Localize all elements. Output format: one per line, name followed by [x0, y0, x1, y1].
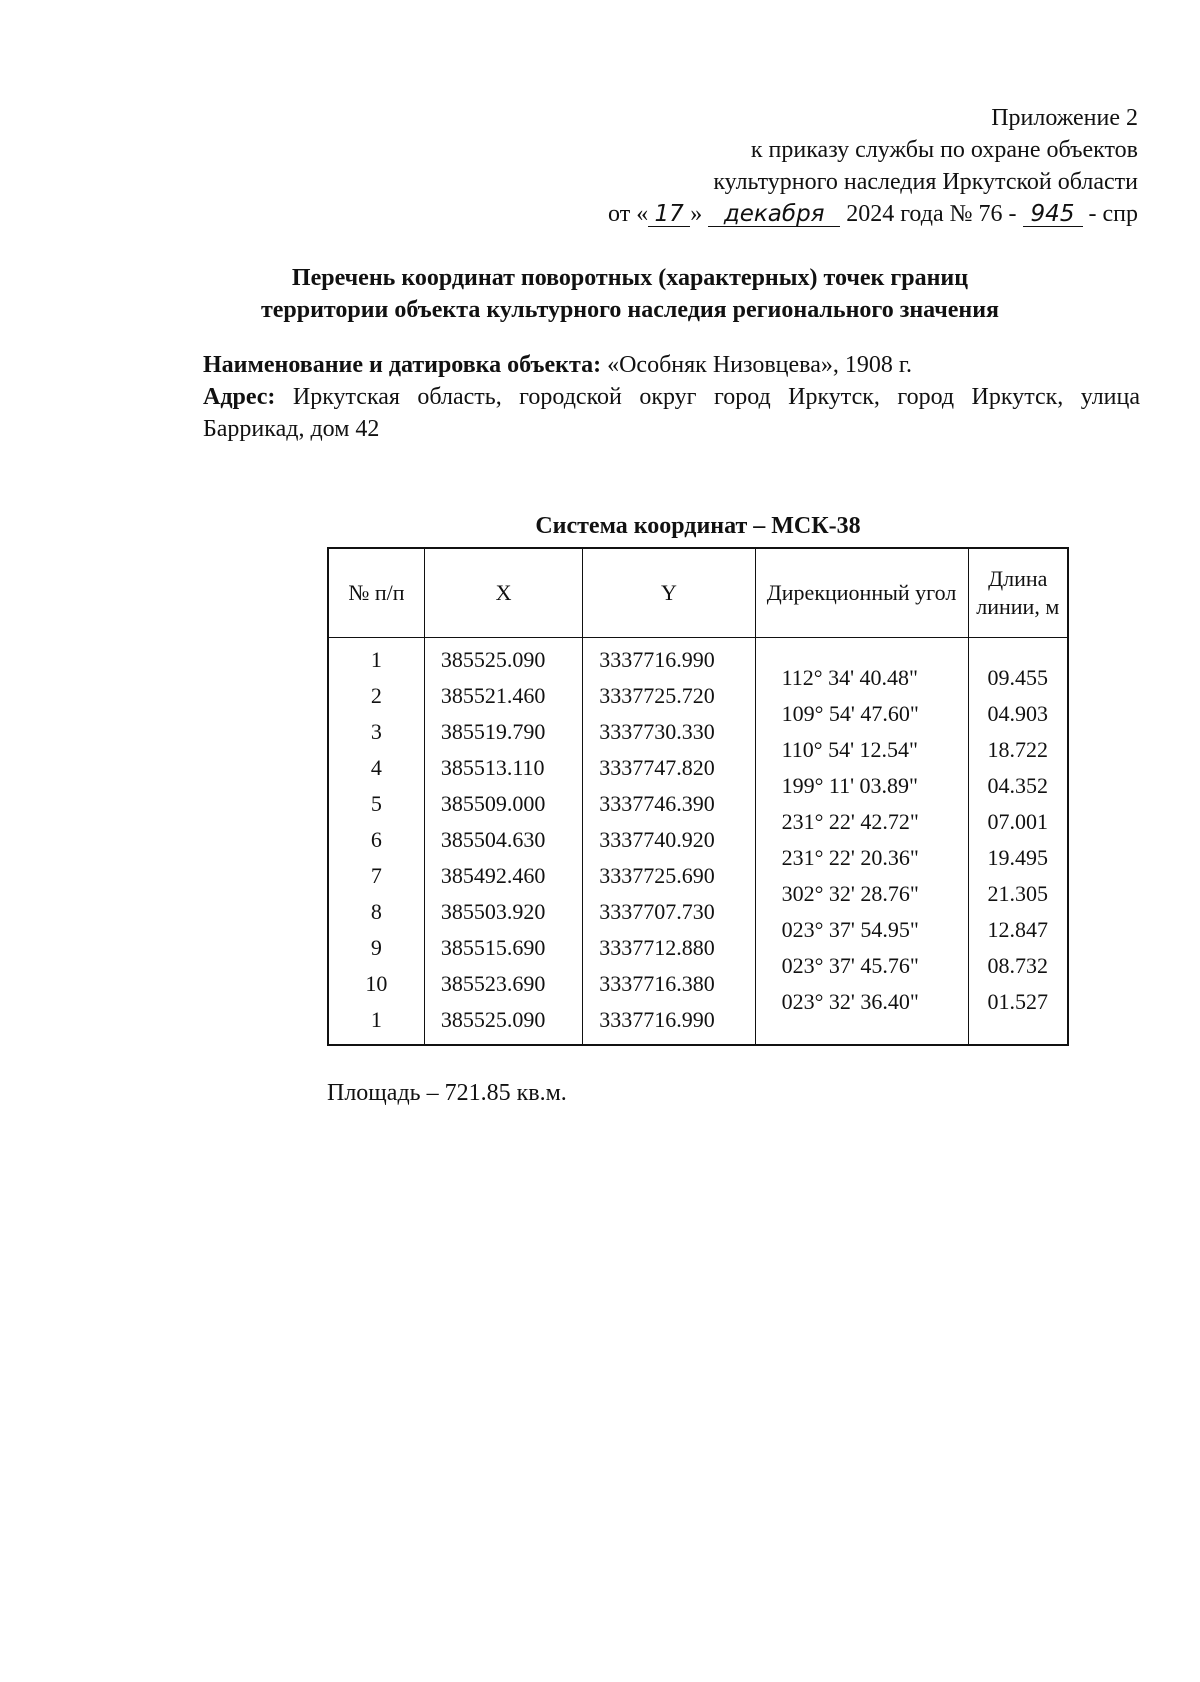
appendix-order-ref: к приказу службы по охране объектов — [750, 137, 1138, 163]
segment-length: 18.722 — [987, 737, 1048, 762]
column-angle — [755, 638, 968, 1046]
header-angle: Дирекционный угол — [755, 548, 968, 638]
segment-angle: 231° 22' 42.72" — [781, 809, 919, 834]
point-y: 3337707.730 — [599, 899, 715, 924]
column-x — [424, 638, 582, 1046]
segment-length: 09.455 — [987, 665, 1048, 690]
column-length — [968, 638, 1068, 1046]
point-number: 5 — [370, 791, 382, 816]
segment-length: 04.903 — [987, 701, 1048, 726]
point-x: 385503.920 — [440, 899, 546, 924]
point-number: 1 — [370, 1007, 382, 1032]
point-y: 3337740.920 — [599, 827, 715, 852]
column-num — [328, 638, 424, 1046]
area-total: Площадь – 721.85 кв.м. — [327, 1080, 567, 1106]
segment-angle: 112° 34' 40.48" — [781, 665, 919, 690]
point-x: 385519.790 — [440, 719, 546, 744]
point-x: 385492.460 — [440, 863, 546, 888]
document-heading — [130, 262, 1130, 326]
segment-angle: 109° 54' 47.60" — [781, 701, 919, 726]
object-address-row — [203, 381, 1140, 445]
segment-length: 04.352 — [987, 773, 1048, 798]
table-header-row — [328, 548, 1068, 638]
segment-length: 01.527 — [987, 989, 1048, 1014]
point-x: 385515.690 — [440, 935, 546, 960]
point-y: 3337716.380 — [599, 971, 715, 996]
object-info — [203, 349, 1140, 445]
point-number: 9 — [370, 935, 382, 960]
point-number: 1 — [370, 647, 382, 672]
table-caption: Система координат – МСК-38 — [535, 513, 861, 539]
point-x: 385504.630 — [440, 827, 546, 852]
appendix-date-line — [608, 198, 1138, 230]
point-x: 385525.090 — [440, 647, 546, 672]
table-body-row — [328, 638, 1068, 1046]
segment-angle: 023° 32' 36.40" — [781, 989, 919, 1014]
handwritten-day: 17 — [648, 202, 690, 227]
handwritten-order-number: 945 — [1023, 202, 1083, 227]
point-x: 385513.110 — [440, 755, 545, 780]
appendix-title: Приложение 2 — [991, 105, 1138, 131]
segment-angle: 231° 22' 20.36" — [781, 845, 919, 870]
object-address-value: Иркутская область, городской округ город Иркутск, город Иркутск, улица Баррикад, дом 42 — [203, 384, 1141, 442]
segment-angle: 023° 37' 54.95" — [781, 917, 919, 942]
segment-length: 21.305 — [987, 881, 1048, 906]
point-number: 4 — [370, 755, 382, 780]
point-y: 3337716.990 — [599, 1007, 715, 1032]
heading-line-1: Перечень координат поворотных (характерных) точек границ — [291, 265, 969, 291]
header-x: X — [424, 548, 582, 638]
date-prefix: от « — [608, 201, 649, 227]
point-y: 3337716.990 — [599, 647, 715, 672]
header-y: Y — [583, 548, 755, 638]
segment-length: 08.732 — [987, 953, 1048, 978]
segment-length: 19.495 — [987, 845, 1048, 870]
segment-angle: 199° 11' 03.89" — [781, 773, 919, 798]
date-mid: » — [690, 201, 703, 227]
point-number: 8 — [370, 899, 382, 924]
segment-length: 12.847 — [987, 917, 1048, 942]
header-num: № п/п — [328, 548, 424, 638]
handwritten-month: декабря — [708, 202, 840, 227]
point-number: 7 — [370, 863, 382, 888]
point-x: 385509.000 — [440, 791, 546, 816]
segment-angle: 302° 32' 28.76" — [781, 881, 919, 906]
header-length: Длина линии, м — [968, 548, 1068, 638]
appendix-header — [608, 102, 1138, 230]
year-text: 2024 года № 76 - — [846, 201, 1017, 227]
point-y: 3337725.720 — [599, 683, 715, 708]
coordinates-table — [327, 547, 1069, 1046]
object-name-value: «Особняк Низовцева», 1908 г. — [607, 352, 912, 378]
segment-angle: 023° 37' 45.76" — [781, 953, 919, 978]
column-y — [583, 638, 755, 1046]
object-name-row — [203, 349, 1140, 381]
point-x: 385525.090 — [440, 1007, 546, 1032]
heading-line-2: территории объекта культурного наследия регионального значения — [260, 297, 1000, 323]
point-y: 3337730.330 — [599, 719, 715, 744]
appendix-authority: культурного наследия Иркутской области — [713, 169, 1138, 195]
point-number: 3 — [370, 719, 382, 744]
point-x: 385523.690 — [440, 971, 546, 996]
point-y: 3337725.690 — [599, 863, 715, 888]
point-number: 10 — [365, 971, 388, 996]
point-y: 3337712.880 — [599, 935, 715, 960]
point-x: 385521.460 — [440, 683, 546, 708]
order-suffix: - спр — [1088, 201, 1138, 227]
point-y: 3337747.820 — [599, 755, 715, 780]
object-address-label: Адрес: — [203, 384, 276, 410]
segment-angle: 110° 54' 12.54" — [781, 737, 919, 762]
point-number: 6 — [370, 827, 382, 852]
object-name-label: Наименование и датировка объекта: — [203, 352, 602, 378]
point-y: 3337746.390 — [599, 791, 715, 816]
segment-length: 07.001 — [987, 809, 1048, 834]
point-number: 2 — [370, 683, 382, 708]
